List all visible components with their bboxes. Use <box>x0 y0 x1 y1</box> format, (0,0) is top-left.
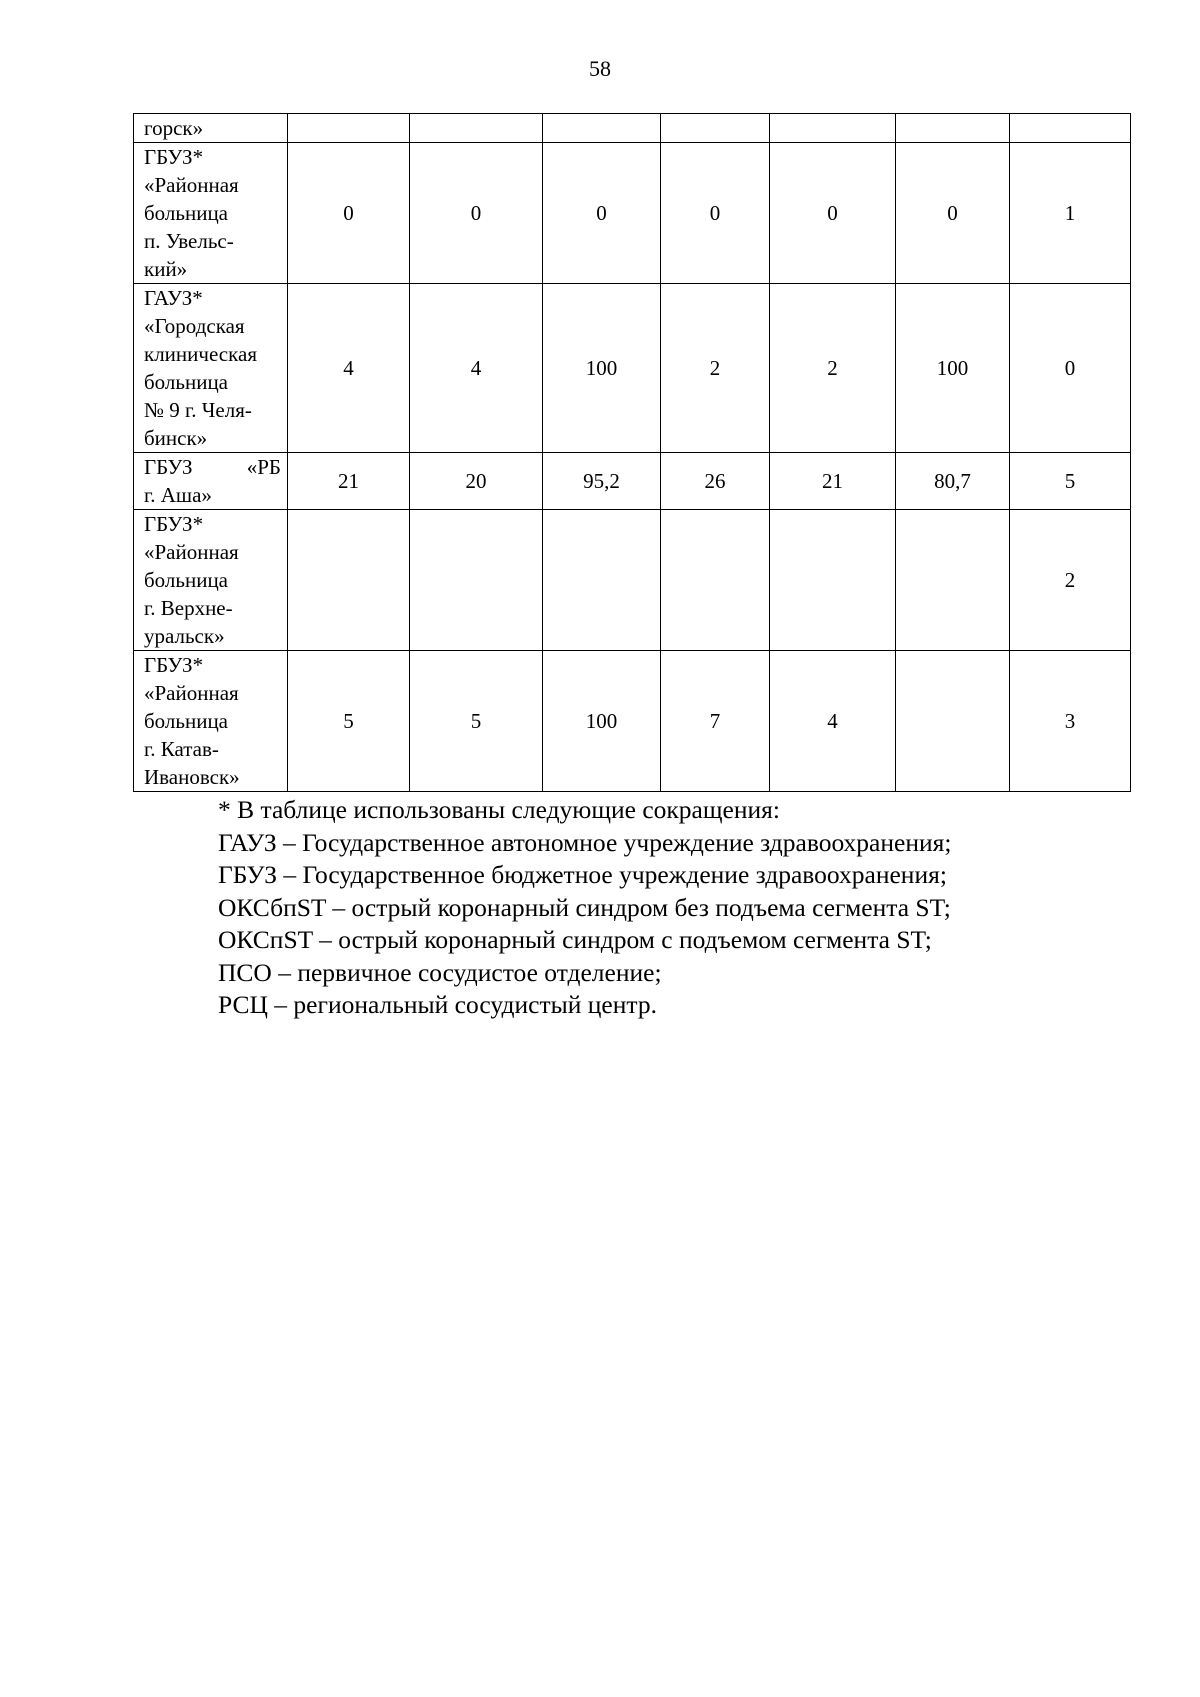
value-cell <box>410 114 543 143</box>
table-row <box>134 651 1131 792</box>
name-line: ГБУЗ* <box>144 145 204 169</box>
value-cell <box>896 510 1010 651</box>
name-word: «РБ <box>246 455 281 479</box>
name-line: «Городская <box>144 314 245 338</box>
row-name-cell <box>134 510 288 651</box>
name-line: «Районная <box>144 540 239 564</box>
value-cell <box>661 510 770 651</box>
name-line: «Районная <box>144 173 239 197</box>
value-cell: 1 <box>1010 143 1131 284</box>
value-cell: 20 <box>410 453 543 510</box>
value-cell: 100 <box>543 284 661 453</box>
value-cell: 21 <box>288 453 410 510</box>
value-cell: 0 <box>410 143 543 284</box>
name-line: больница <box>144 201 228 225</box>
value-cell: 100 <box>896 284 1010 453</box>
value-cell: 5 <box>288 651 410 792</box>
name-line: больница <box>144 568 228 592</box>
name-line: ГАУЗ* <box>144 286 203 310</box>
value-cell: 2 <box>661 284 770 453</box>
name-line: горск» <box>144 116 204 140</box>
value-cell <box>543 114 661 143</box>
name-word: ГБУЗ <box>144 455 193 479</box>
value-cell: 4 <box>410 284 543 453</box>
row-name-cell <box>134 651 288 792</box>
value-cell <box>770 114 896 143</box>
value-cell: 4 <box>770 651 896 792</box>
row-name-cell <box>134 114 288 143</box>
name-line: «Районная <box>144 681 239 705</box>
value-cell <box>896 651 1010 792</box>
name-line: больница <box>144 709 228 733</box>
value-cell <box>1010 114 1131 143</box>
value-cell: 2 <box>770 284 896 453</box>
value-cell: 0 <box>288 143 410 284</box>
value-cell: 5 <box>410 651 543 792</box>
note-item: ГАУЗ – Государственное автономное учреждение здравоохранения; <box>218 827 952 857</box>
value-cell <box>288 114 410 143</box>
value-cell: 0 <box>770 143 896 284</box>
row-name-cell <box>134 453 288 510</box>
name-line-justified <box>144 453 281 481</box>
page-number: 58 <box>589 56 611 81</box>
name-line: г. Аша» <box>144 483 212 507</box>
value-cell: 4 <box>288 284 410 453</box>
name-line: Ивановск» <box>144 765 240 789</box>
name-line: г. Катав- <box>144 737 219 761</box>
name-line: п. Увельс- <box>144 229 234 253</box>
note-item: ОКСбпST – острый коронарный синдром без подъема сегмента ST; <box>218 892 951 922</box>
note-item: ПСО – первичное сосудистое отделение; <box>218 957 662 987</box>
value-cell: 80,7 <box>896 453 1010 510</box>
table-row <box>134 143 1131 284</box>
value-cell <box>770 510 896 651</box>
note-item: РСЦ – региональный сосудистый центр. <box>218 990 657 1019</box>
name-line: ГБУЗ* <box>144 512 204 536</box>
value-cell <box>661 114 770 143</box>
table-row <box>134 114 1131 143</box>
value-cell: 0 <box>1010 284 1131 453</box>
value-cell: 95,2 <box>543 453 661 510</box>
data-table <box>133 113 1131 792</box>
name-line: г. Верхне- <box>144 596 233 620</box>
table-row <box>134 284 1131 453</box>
value-cell: 0 <box>661 143 770 284</box>
value-cell <box>896 114 1010 143</box>
notes-intro: * В таблице использованы следующие сокращения: <box>218 795 780 824</box>
row-name-cell <box>134 143 288 284</box>
value-cell: 2 <box>1010 510 1131 651</box>
name-line: больница <box>144 370 228 394</box>
name-line: клиническая <box>144 342 257 366</box>
name-line: бинск» <box>144 426 208 450</box>
name-line: ГБУЗ* <box>144 653 204 677</box>
value-cell: 0 <box>543 143 661 284</box>
note-item: ГБУЗ – Государственное бюджетное учреждение здравоохранения; <box>218 860 947 889</box>
row-name-cell <box>134 284 288 453</box>
value-cell <box>288 510 410 651</box>
name-line: № 9 г. Челя- <box>144 398 252 422</box>
value-cell: 3 <box>1010 651 1131 792</box>
value-cell <box>543 510 661 651</box>
value-cell: 26 <box>661 453 770 510</box>
value-cell: 5 <box>1010 453 1131 510</box>
abbreviation-notes <box>218 794 951 1022</box>
table-row <box>134 510 1131 651</box>
name-line: кий» <box>144 257 188 281</box>
table-row <box>134 453 1131 510</box>
value-cell <box>410 510 543 651</box>
value-cell: 100 <box>543 651 661 792</box>
name-line: уральск» <box>144 624 225 648</box>
value-cell: 21 <box>770 453 896 510</box>
value-cell: 7 <box>661 651 770 792</box>
value-cell: 0 <box>896 143 1010 284</box>
note-item: ОКСпST – острый коронарный синдром с подъемом сегмента ST; <box>218 925 932 954</box>
